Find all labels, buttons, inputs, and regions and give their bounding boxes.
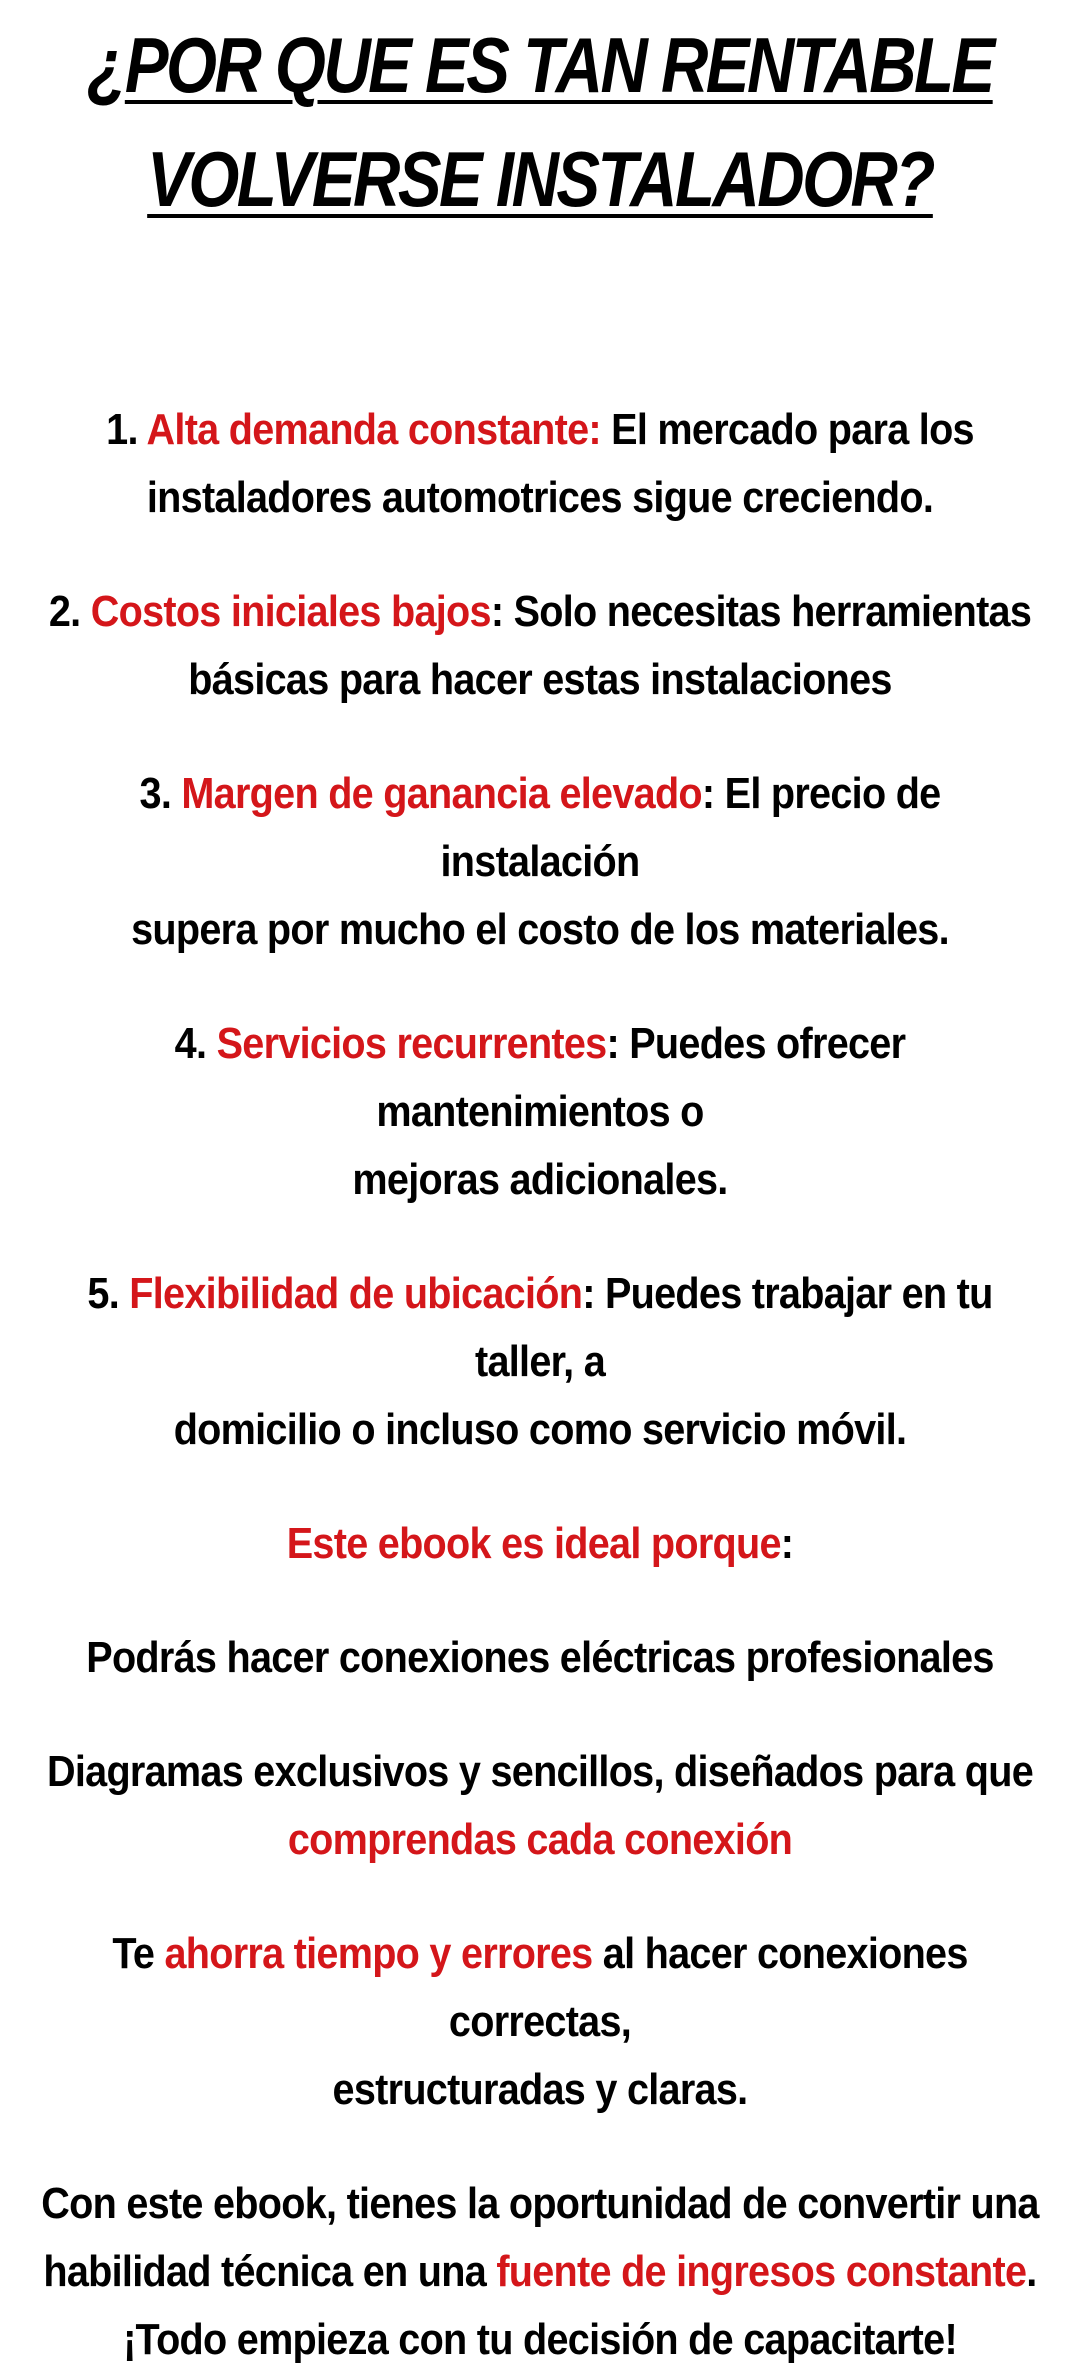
- point-highlight: Servicios recurrentes: [216, 1019, 607, 1068]
- closing-line2-suffix: .: [1026, 2247, 1037, 2296]
- point-number: 1.: [106, 405, 138, 454]
- point-3: [36, 760, 1044, 964]
- point-highlight: Margen de ganancia elevado: [181, 769, 702, 818]
- point-highlight: Flexibilidad de ubicación: [129, 1269, 583, 1318]
- point-4: [36, 1010, 1044, 1214]
- title-prefix: ¿: [87, 21, 125, 109]
- point-2: [36, 578, 1044, 714]
- closing-line3: ¡Todo empieza con tu decisión de capacitarte!: [123, 2315, 957, 2364]
- benefit-2-highlight: comprendas cada conexión: [287, 1815, 793, 1864]
- benefit-3-suffix: al hacer conexiones correctas,: [448, 1929, 968, 2046]
- closing-paragraph: [36, 2170, 1044, 2374]
- point-text: El mercado para los: [600, 405, 974, 454]
- ideal-suffix: :: [780, 1519, 794, 1568]
- point-5: [36, 1260, 1044, 1464]
- point-text-line2: mejoras adicionales.: [352, 1155, 728, 1204]
- main-content: [0, 396, 1080, 2374]
- benefit-3-highlight: ahorra tiempo y errores: [164, 1929, 593, 1978]
- point-text-line2: instaladores automotrices sigue creciendo.: [146, 473, 934, 522]
- point-text-line2: domicilio o incluso como servicio móvil.: [173, 1405, 907, 1454]
- point-highlight: Alta demanda constante:: [146, 405, 601, 454]
- ideal-highlight: Este ebook es ideal porque: [286, 1519, 781, 1568]
- benefit-2-line1: Diagramas exclusivos y sencillos, diseñados para que: [46, 1747, 1034, 1796]
- closing-line2: [36, 2238, 1044, 2306]
- benefit-3: [36, 1920, 1044, 2124]
- point-number: 3.: [139, 769, 172, 818]
- point-number: 5.: [87, 1269, 120, 1318]
- point-text-line2: básicas para hacer estas instalaciones: [188, 655, 892, 704]
- closing-line2-highlight: fuente de ingresos constante: [496, 2247, 1027, 2296]
- ideal-heading: [36, 1510, 1044, 1578]
- point-1: [36, 396, 1044, 532]
- benefit-3-line2: estructuradas y claras.: [332, 2065, 748, 2114]
- title-line-1: [86, 8, 993, 122]
- point-text-line2: supera por mucho el costo de los materiales.: [131, 905, 949, 954]
- point-number: 4.: [174, 1019, 207, 1068]
- point-text: : Solo necesitas herramientas: [490, 587, 1032, 636]
- point-text: : Puedes ofrecer mantenimientos o: [376, 1019, 906, 1136]
- closing-line1: Con este ebook, tienes la oportunidad de convertir una: [41, 2179, 1039, 2228]
- title-underlined-1: POR QUE ES TAN RENTABLE: [124, 21, 993, 109]
- point-text: : El precio de instalación: [440, 769, 941, 886]
- point-text: : Puedes trabajar en tu taller, a: [474, 1269, 993, 1386]
- benefit-3-prefix: Te: [112, 1929, 165, 1978]
- benefit-1: Podrás hacer conexiones eléctricas profesionales: [86, 1633, 994, 1682]
- closing-line2-prefix: habilidad técnica en una: [43, 2247, 497, 2296]
- title-underlined-2: VOLVERSE INSTALADOR?: [147, 135, 933, 223]
- page-title: [86, 8, 993, 236]
- title-line-2: [86, 122, 993, 236]
- point-number: 2.: [48, 587, 81, 636]
- benefit-2: [36, 1738, 1044, 1874]
- point-highlight: Costos iniciales bajos: [90, 587, 491, 636]
